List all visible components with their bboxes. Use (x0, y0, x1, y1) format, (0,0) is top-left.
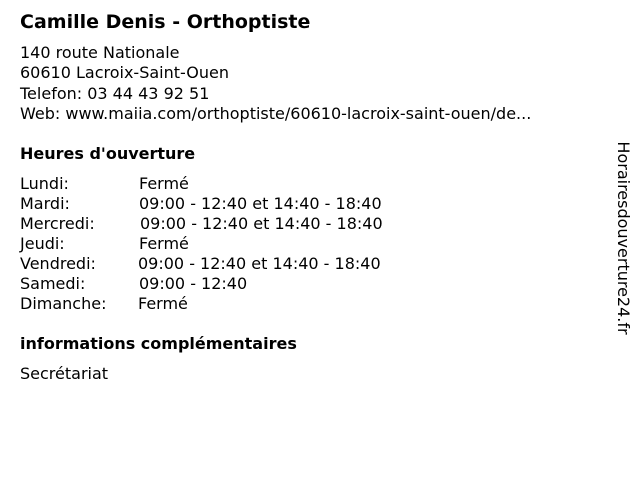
day-label: Jeudi: (20, 234, 65, 253)
hours-value: Fermé (138, 294, 188, 313)
hours-value: 09:00 - 12:40 (139, 274, 248, 293)
hours-value: 09:00 - 12:40 et 14:40 - 18:40 (139, 194, 382, 213)
day-label: Lundi: (20, 174, 69, 193)
web-line: Web: www.maiia.com/orthoptiste/60610-lacroix-saint-ouen/de... (20, 103, 532, 123)
address-city: 60610 Lacroix-Saint-Ouen (20, 63, 229, 83)
hours-value: Fermé (139, 234, 189, 253)
hours-heading: Heures d'ouverture (20, 144, 196, 163)
address-block (20, 43, 531, 124)
phone-line: Telefon: 03 44 43 92 51 (20, 83, 210, 103)
address-street: 140 route Nationale (20, 43, 180, 62)
info-text: Secrétariat (20, 364, 109, 383)
page-title: Camille Denis - Orthoptiste (20, 11, 311, 33)
day-label: Samedi: (20, 274, 86, 293)
hours-value: Fermé (139, 174, 189, 193)
day-label: Vendredi: (20, 254, 96, 273)
site-watermark: Horairesdouverture24.fr (614, 141, 633, 335)
info-heading: informations complémentaires (20, 334, 297, 353)
hours-value: 09:00 - 12:40 et 14:40 - 18:40 (140, 214, 383, 233)
day-label: Mercredi: (20, 214, 95, 233)
day-label: Dimanche: (20, 294, 107, 313)
day-label: Mardi: (20, 194, 70, 213)
hours-value: 09:00 - 12:40 et 14:40 - 18:40 (138, 254, 381, 273)
